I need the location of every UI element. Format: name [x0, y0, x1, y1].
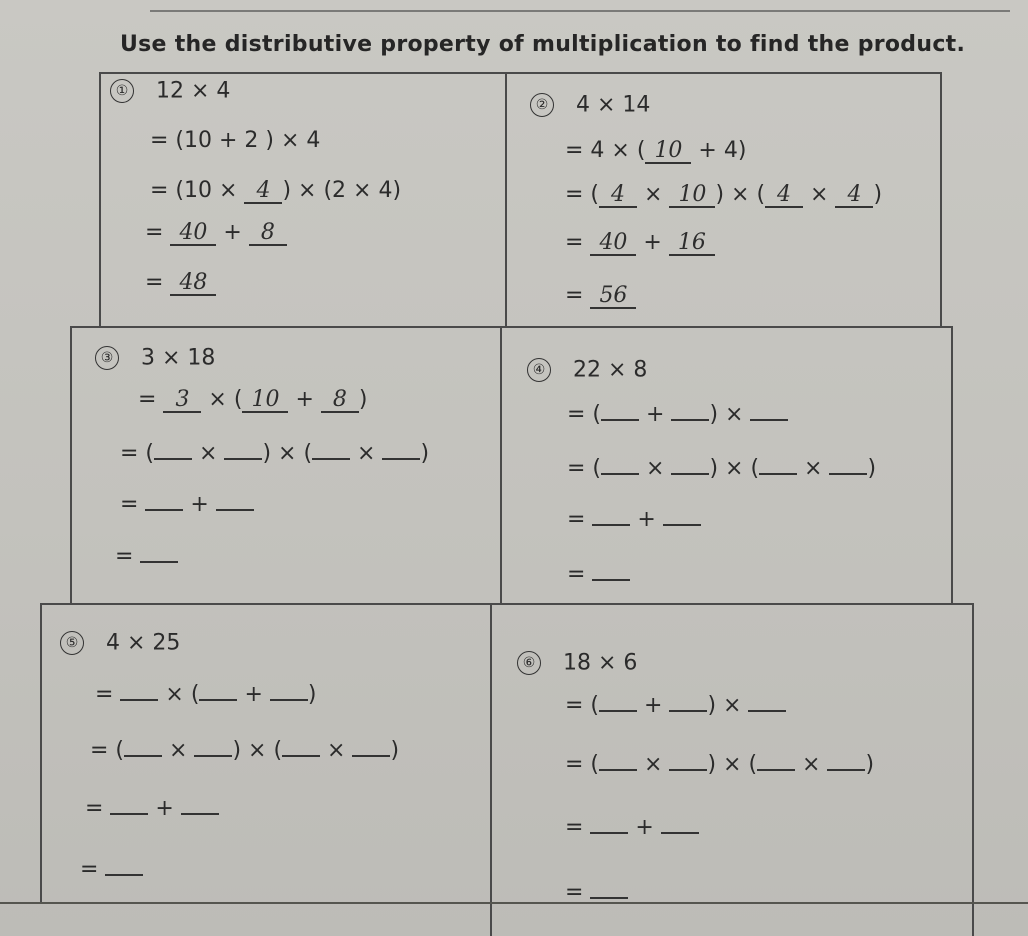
work-line — [565, 752, 874, 777]
answer-blank[interactable] — [145, 509, 183, 511]
expression-text: + — [636, 230, 669, 255]
grid-right-1 — [940, 72, 942, 326]
expression-text: + 4) — [691, 138, 747, 163]
work-line — [567, 562, 630, 587]
expression-text: × — [795, 752, 828, 777]
expression-text: + — [630, 507, 663, 532]
work-line — [145, 270, 216, 296]
answer-blank[interactable]: 3 — [163, 389, 201, 413]
problem-header — [110, 78, 230, 104]
problem-number: ② — [530, 93, 554, 117]
expression-text: = — [80, 857, 106, 882]
work-line — [120, 441, 429, 466]
answer-blank[interactable] — [661, 832, 699, 834]
expression-text: ) × ( — [715, 182, 766, 207]
answer-blank[interactable]: 10 — [669, 184, 715, 208]
answer-blank[interactable] — [757, 769, 795, 771]
work-line — [150, 178, 401, 204]
expression-text: = ( — [120, 441, 155, 466]
answer-blank[interactable]: 8 — [249, 222, 287, 246]
answer-blank[interactable]: 40 — [590, 232, 636, 256]
problem-title: 18 × 6 — [563, 650, 638, 676]
grid-row-2 — [40, 603, 972, 605]
answer-blank[interactable] — [599, 710, 637, 712]
expression-text: = — [145, 270, 171, 295]
answer-blank[interactable] — [382, 458, 420, 460]
problem-header — [530, 92, 650, 118]
grid-left-2 — [70, 326, 72, 603]
work-line — [115, 544, 178, 569]
work-line — [565, 138, 746, 164]
answer-blank[interactable]: 4 — [765, 184, 803, 208]
grid-middle-1 — [505, 72, 507, 326]
answer-blank[interactable] — [759, 473, 797, 475]
answer-blank[interactable] — [590, 832, 628, 834]
answer-blank[interactable] — [181, 813, 219, 815]
work-line — [565, 182, 882, 208]
expression-text: = (10 × — [150, 178, 245, 203]
problem-number: ⑤ — [60, 631, 84, 655]
expression-text: ) — [390, 738, 400, 763]
problem-header — [527, 357, 647, 383]
answer-blank[interactable]: 40 — [170, 222, 216, 246]
problem-title: 22 × 8 — [573, 357, 648, 383]
instructions: Use the distributive property of multiplication to find the product. — [120, 32, 966, 57]
work-line — [145, 220, 287, 246]
work-line — [80, 857, 143, 882]
expression-text: = — [120, 492, 146, 517]
answer-blank[interactable] — [590, 897, 628, 899]
expression-text: = 4 × ( — [565, 138, 646, 163]
answer-blank[interactable]: 4 — [835, 184, 873, 208]
expression-text: × — [192, 441, 225, 466]
answer-blank[interactable] — [312, 458, 350, 460]
problem-title: 3 × 18 — [141, 345, 216, 371]
expression-text: ) × — [707, 693, 749, 718]
answer-blank[interactable] — [748, 710, 786, 712]
expression-text: ) × — [709, 402, 751, 427]
expression-text: + — [288, 387, 321, 412]
expression-text: × — [797, 456, 830, 481]
expression-text: × — [320, 738, 353, 763]
problem-title: 12 × 4 — [156, 78, 231, 104]
expression-text: = — [115, 544, 141, 569]
answer-blank[interactable] — [224, 458, 262, 460]
problem-title: 4 × 25 — [106, 630, 181, 656]
answer-blank[interactable] — [669, 710, 707, 712]
expression-text: × — [637, 752, 670, 777]
problem-header — [517, 650, 637, 676]
answer-blank[interactable] — [663, 524, 701, 526]
expression-text: × — [639, 456, 672, 481]
work-line — [565, 880, 628, 905]
expression-text: ) × (2 × 4) — [282, 178, 402, 203]
problem-title: 4 × 14 — [576, 92, 651, 118]
expression-text: = — [565, 230, 591, 255]
work-line — [567, 507, 701, 532]
expression-text: = — [565, 283, 591, 308]
expression-text: + — [639, 402, 672, 427]
problem-header — [95, 345, 215, 371]
answer-blank[interactable] — [671, 419, 709, 421]
work-line — [565, 230, 715, 256]
answer-blank[interactable]: 10 — [645, 140, 691, 164]
answer-blank[interactable] — [110, 813, 148, 815]
expression-text: ) — [420, 441, 430, 466]
answer-blank[interactable] — [352, 755, 390, 757]
work-line — [95, 682, 316, 707]
work-line — [85, 796, 219, 821]
answer-blank[interactable] — [105, 874, 143, 876]
problem-header — [60, 630, 180, 656]
work-line: = (10 + 2 ) × 4 — [150, 128, 321, 153]
expression-text: ) — [358, 387, 368, 412]
expression-text: × ( — [201, 387, 243, 412]
expression-text: ) — [307, 682, 317, 707]
expression-text: + — [216, 220, 249, 245]
expression-text: ) — [873, 182, 883, 207]
answer-blank[interactable] — [194, 755, 232, 757]
expression-text: ) × ( — [262, 441, 313, 466]
work-line — [90, 738, 399, 763]
problem-number: ⑥ — [517, 651, 541, 675]
answer-blank[interactable] — [601, 419, 639, 421]
expression-text: = — [567, 507, 593, 532]
expression-text: + — [637, 693, 670, 718]
grid-top — [100, 72, 940, 74]
expression-text: = — [565, 880, 591, 905]
grid-left-3 — [40, 603, 42, 903]
expression-text: + — [628, 815, 661, 840]
grid-row-1 — [70, 326, 952, 328]
grid-left-1 — [99, 72, 101, 326]
expression-text: ) — [867, 456, 877, 481]
expression-text: × — [803, 182, 836, 207]
answer-blank[interactable] — [270, 699, 308, 701]
expression-text: = ( — [565, 693, 600, 718]
answer-blank[interactable] — [669, 769, 707, 771]
expression-text: ) — [865, 752, 875, 777]
problem-number: ① — [110, 79, 134, 103]
work-line — [120, 492, 254, 517]
problem-number: ④ — [527, 358, 551, 382]
answer-blank[interactable] — [592, 579, 630, 581]
grid-middle-3 — [490, 603, 492, 936]
answer-blank[interactable] — [599, 769, 637, 771]
answer-blank[interactable] — [671, 473, 709, 475]
answer-blank[interactable]: 4 — [599, 184, 637, 208]
answer-blank[interactable] — [750, 419, 788, 421]
expression-text: = ( — [567, 456, 602, 481]
answer-blank[interactable]: 8 — [321, 389, 359, 413]
answer-blank[interactable]: 4 — [244, 180, 282, 204]
answer-blank[interactable] — [282, 755, 320, 757]
expression-text: × ( — [158, 682, 200, 707]
expression-text: ) × ( — [232, 738, 283, 763]
expression-text: + — [237, 682, 270, 707]
expression-text: = — [145, 220, 171, 245]
answer-blank[interactable] — [216, 509, 254, 511]
answer-blank[interactable] — [601, 473, 639, 475]
grid-middle-2 — [500, 326, 502, 603]
answer-blank[interactable] — [154, 458, 192, 460]
problem-number: ③ — [95, 346, 119, 370]
work-line — [567, 456, 876, 481]
answer-blank[interactable]: 56 — [590, 285, 636, 309]
bottom-rule — [0, 902, 1028, 904]
expression-text: × — [162, 738, 195, 763]
work-line — [567, 402, 788, 427]
expression-text: = — [85, 796, 111, 821]
expression-text: = — [95, 682, 121, 707]
answer-blank[interactable] — [120, 699, 158, 701]
grid-right-2 — [951, 326, 953, 603]
answer-blank[interactable] — [199, 699, 237, 701]
expression-text: ) × ( — [709, 456, 760, 481]
expression-text: × — [350, 441, 383, 466]
answer-blank[interactable] — [140, 561, 178, 563]
expression-text: + — [148, 796, 181, 821]
work-line — [565, 283, 636, 309]
expression-text: = — [567, 562, 593, 587]
expression-text: + — [183, 492, 216, 517]
top-rule — [150, 10, 1010, 12]
answer-blank[interactable] — [827, 769, 865, 771]
answer-blank[interactable]: 48 — [170, 272, 216, 296]
answer-blank[interactable] — [124, 755, 162, 757]
expression-text: × — [637, 182, 670, 207]
expression-text: = ( — [90, 738, 125, 763]
expression-text: = ( — [567, 402, 602, 427]
expression-text: = — [565, 815, 591, 840]
expression-text: = ( — [565, 182, 600, 207]
work-line — [565, 815, 699, 840]
grid-right-3 — [972, 603, 974, 936]
work-line — [565, 693, 786, 718]
answer-blank[interactable] — [829, 473, 867, 475]
expression-text: = ( — [565, 752, 600, 777]
answer-blank[interactable]: 16 — [669, 232, 715, 256]
answer-blank[interactable]: 10 — [242, 389, 288, 413]
expression-text: = — [138, 387, 164, 412]
work-line — [138, 387, 367, 413]
answer-blank[interactable] — [592, 524, 630, 526]
expression-text: ) × ( — [707, 752, 758, 777]
